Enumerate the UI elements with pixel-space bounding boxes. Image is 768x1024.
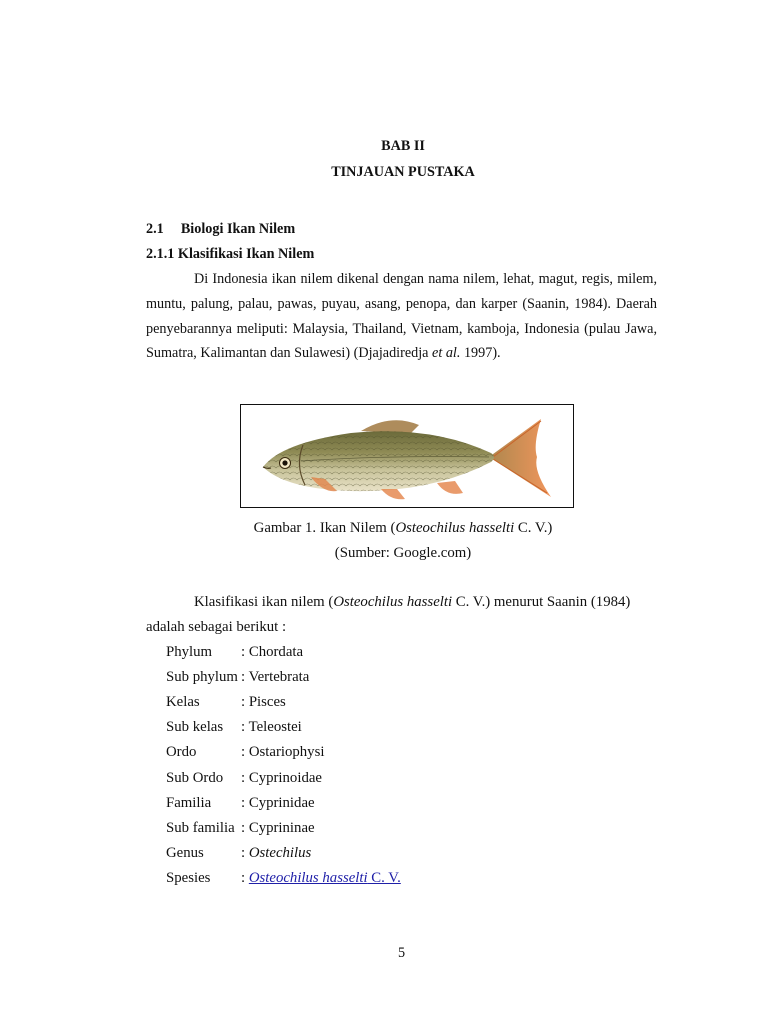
section-heading — [146, 221, 295, 238]
species-italic: Osteochilus hasselti — [333, 594, 453, 610]
subsection-heading — [146, 246, 314, 263]
section-title: Biologi Ikan Nilem — [180, 221, 296, 237]
classification-value: Teleostei — [248, 719, 302, 735]
classification-label: Kelas — [166, 694, 200, 710]
species-link[interactable]: Osteochilus hasselti C. V. — [248, 870, 401, 886]
classification-colon: : Cyprininae — [241, 820, 315, 836]
classification-value: Cyprininae — [248, 820, 315, 836]
classification-colon: : Chordata — [241, 644, 304, 660]
nilem-fish-image — [241, 405, 573, 506]
classification-colon: : Ostariophysi — [241, 744, 325, 760]
classification-value: Ostariophysi — [248, 744, 325, 760]
classification-colon: : Cyprinidae — [241, 795, 315, 811]
subsection-number: 2.1.1 — [146, 246, 175, 262]
classification-label: Genus — [166, 845, 204, 861]
figure-source: (Sumber: Google.com) — [334, 545, 472, 561]
classification-label: Sub phylum — [166, 669, 238, 685]
classification-label: Sub Ordo — [166, 770, 224, 786]
classification-label: Sub kelas — [166, 719, 224, 735]
classification-colon: : Ostechilus — [241, 845, 312, 861]
classification-colon: : Teleostei — [241, 719, 302, 735]
classification-colon: : Osteochilus hasselti C. V. — [241, 870, 401, 886]
classification-colon: : Pisces — [241, 694, 286, 710]
caption-species-italic: Osteochilus hasselti — [395, 520, 515, 536]
classification-value: Vertebrata — [248, 669, 310, 685]
classification-value: Ostechilus — [248, 845, 312, 861]
classification-colon: : Vertebrata — [241, 669, 310, 685]
et-al-italic: et al. — [432, 345, 461, 362]
classification-value: Pisces — [248, 694, 286, 710]
section-number: 2.1 — [146, 221, 164, 237]
classification-value: Cyprinoidae — [248, 770, 322, 786]
chapter-label: BAB II — [381, 138, 425, 154]
figure-caption: Gambar 1. Ikan Nilem (Osteochilus hasselti C. V.) — [253, 520, 553, 536]
classification-label: Phylum — [166, 644, 213, 660]
chapter-title: TINJAUAN PUSTAKA — [331, 164, 475, 180]
classification-label: Sub familia — [166, 820, 235, 836]
classification-label: Ordo — [166, 744, 197, 760]
page-number: 5 — [398, 945, 406, 961]
classification-value: Chordata — [248, 644, 304, 660]
classification-label: Familia — [166, 795, 212, 811]
classification-value: Cyprinidae — [248, 795, 315, 811]
classification-colon: : Cyprinoidae — [241, 770, 322, 786]
classification-intro: Klasifikasi ikan nilem (Osteochilus hasselti C. V.) menurut Saanin (1984) adalah sebagai berikut : — [146, 590, 657, 640]
fish-figure — [240, 404, 574, 508]
intro-paragraph: Di Indonesia ikan nilem dikenal dengan nama nilem, lehat, magut, regis, milem, muntu, palung, palau, pawas, puyau, asang, penopa, dan karper (Saanin, 1984). Daerah penyebarannya meliputi: Malaysia, Thailand, Vietnam, kamboja, Indonesia (pulau Jawa, Sumatra, Kalimantan dan Sulawesi) (Djajadiredja et al. 1997). — [146, 271, 657, 362]
subsection-title: Klasifikasi Ikan Nilem — [177, 246, 315, 262]
classification-label: Spesies — [166, 870, 211, 886]
classification-intro-line2: adalah sebagai berikut : — [146, 618, 287, 635]
